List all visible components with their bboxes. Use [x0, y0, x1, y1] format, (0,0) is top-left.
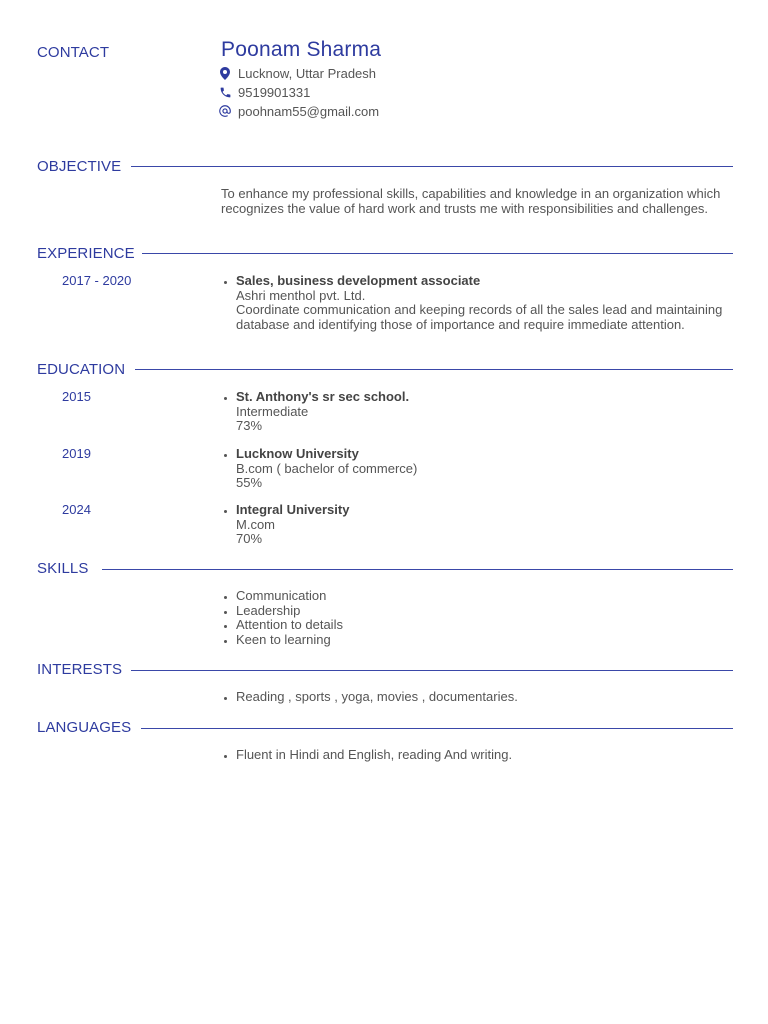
score: 70%: [236, 531, 263, 546]
at-sign-icon: [217, 103, 233, 119]
list-item: [236, 447, 731, 491]
education-divider: [135, 369, 733, 370]
list-item: • Fluent in Hindi and English, reading And writing.: [236, 748, 731, 763]
education-year: 2024: [62, 502, 91, 517]
objective-text: To enhance my professional skills, capabilities and knowledge in an organization which recognizes the value of hard work and trusts me with responsibilities and challenges.: [221, 186, 721, 216]
location-row: [217, 65, 376, 81]
education-heading: EDUCATION: [37, 361, 126, 378]
degree: M.com: [236, 516, 275, 532]
score: 73%: [236, 418, 263, 433]
list-item: • Reading , sports , yoga, movies , documentaries.: [236, 690, 731, 705]
languages-divider: [141, 728, 733, 729]
list-item: [236, 390, 731, 434]
school-name: • St. Anthony's sr sec school.: [236, 389, 410, 404]
degree: B.com ( bachelor of commerce): [236, 460, 418, 476]
job-description: Coordinate communication and keeping records of all the sales lead and maintaining database and identifying those of importance and require immediate attention.: [236, 302, 723, 332]
list-item: • Leadership: [236, 604, 731, 619]
experience-dates: 2017 - 2020: [62, 273, 132, 288]
email-row: [217, 103, 379, 119]
list-item: [236, 274, 731, 332]
phone-text: 9519901331: [238, 84, 311, 100]
experience-heading: EXPERIENCE: [37, 245, 135, 262]
education-year: 2015: [62, 389, 91, 404]
degree: Intermediate: [236, 403, 309, 419]
company-name: Ashri menthol pvt. Ltd.: [236, 287, 366, 303]
languages-heading: LANGUAGES: [37, 719, 132, 736]
email-text: poohnam55@gmail.com: [238, 103, 380, 119]
job-title: • Sales, business development associate: [236, 273, 481, 288]
education-entry: [221, 447, 731, 491]
languages-list: [221, 748, 731, 763]
contact-heading: CONTACT: [37, 44, 110, 61]
list-item: • Communication: [236, 589, 731, 604]
experience-entry: [221, 274, 731, 332]
school-name: • Integral University: [236, 502, 350, 517]
school-name: • Lucknow University: [236, 446, 359, 461]
candidate-name: Poonam Sharma: [221, 38, 382, 61]
objective-heading: OBJECTIVE: [37, 158, 122, 175]
interests-heading: INTERESTS: [37, 661, 123, 678]
skills-list: [221, 589, 731, 647]
objective-divider: [131, 166, 733, 167]
map-pin-icon: [217, 65, 233, 81]
skills-heading: SKILLS: [37, 560, 89, 577]
list-item: [236, 503, 731, 547]
score: 55%: [236, 475, 263, 490]
education-entry: [221, 390, 731, 434]
location-text: Lucknow, Uttar Pradesh: [238, 65, 377, 81]
list-item: • Keen to learning: [236, 633, 731, 648]
experience-divider: [142, 253, 733, 254]
phone-icon: [217, 84, 233, 100]
interests-list: [221, 690, 731, 705]
phone-row: [217, 84, 310, 100]
education-entry: [221, 503, 731, 547]
list-item: • Attention to details: [236, 618, 731, 633]
interests-divider: [131, 670, 733, 671]
education-year: 2019: [62, 446, 91, 461]
skills-divider: [102, 569, 733, 570]
